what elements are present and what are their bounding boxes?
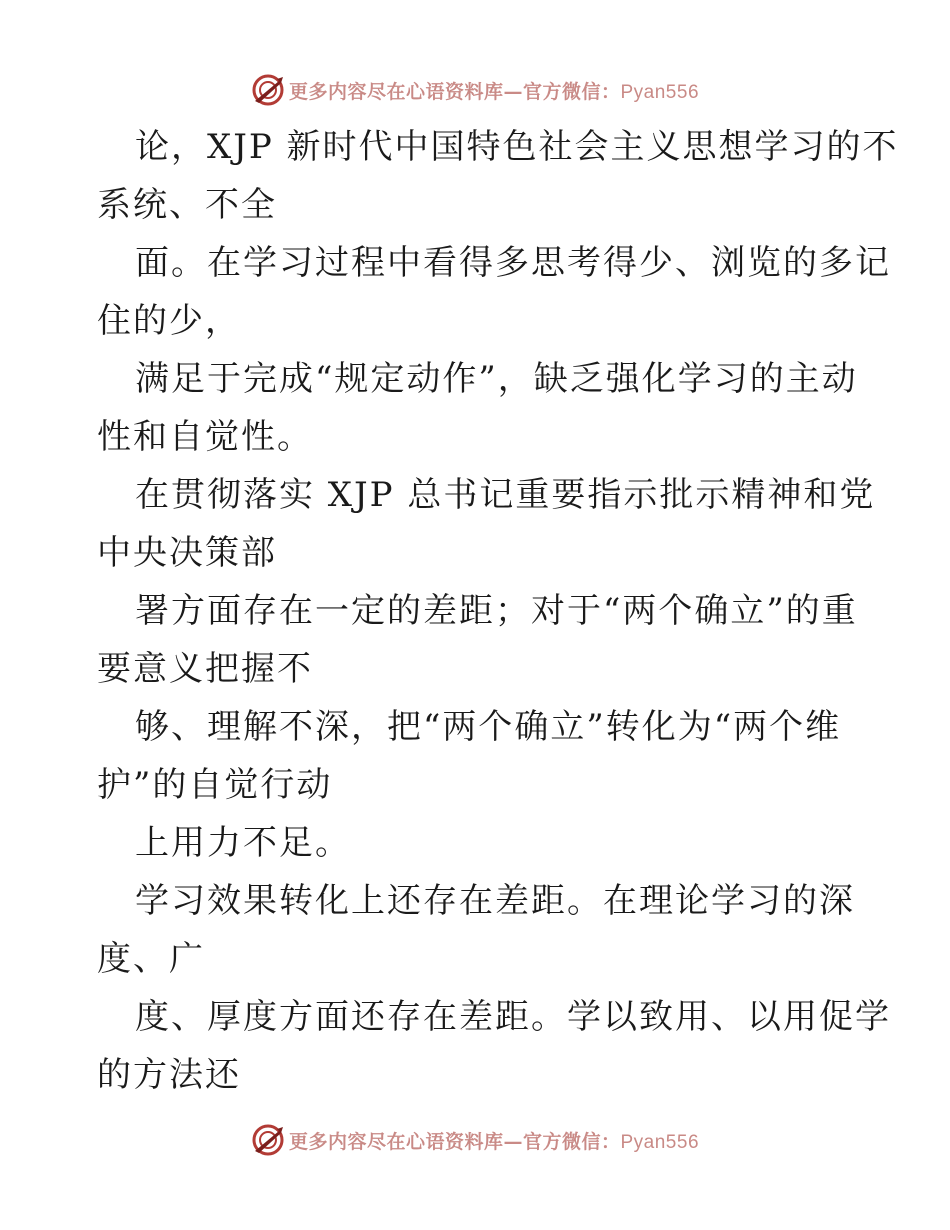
body-line: 在贯彻落实 XJP 总书记重要指示批示精神和党 — [135, 475, 876, 515]
body-line: 中央决策部 — [97, 533, 277, 573]
header-watermark-main: 更多内容尽在心语资料库—官方微信： — [288, 80, 621, 103]
body-line: 性和自觉性。 — [97, 417, 313, 457]
body-line: 住的少， — [97, 301, 241, 341]
body-line: 度、厚度方面还存在差距。学以致用、以用促学 — [135, 997, 891, 1037]
footer-watermark-banner — [0, 1120, 950, 1160]
header-watermark-text — [289, 77, 699, 104]
body-line: 够、理解不深，把“两个确立”转化为“两个维 — [135, 707, 842, 747]
footer-watermark-text — [289, 1127, 699, 1154]
brand-logo-icon — [251, 1123, 285, 1157]
body-line: 论，XJP 新时代中国特色社会主义思想学习的不 — [135, 127, 899, 167]
body-line: 要意义把握不 — [97, 649, 313, 689]
header-watermark-wechat: Pyan556 — [620, 81, 700, 103]
body-line: 护”的自觉行动 — [97, 765, 333, 805]
document-body — [97, 118, 899, 1104]
footer-watermark-main: 更多内容尽在心语资料库—官方微信： — [288, 1130, 621, 1153]
body-line: 学习效果转化上还存在差距。在理论学习的深 — [135, 881, 855, 921]
body-line: 满足于完成“规定动作”，缺乏强化学习的主动 — [135, 359, 858, 399]
brand-logo-icon — [251, 73, 285, 107]
body-line: 上用力不足。 — [135, 823, 351, 863]
body-line: 度、广 — [97, 939, 205, 979]
body-line: 面。在学习过程中看得多思考得少、浏览的多记 — [135, 243, 891, 283]
body-line: 的方法还 — [97, 1055, 241, 1095]
header-watermark-banner — [0, 70, 950, 110]
footer-watermark-wechat: Pyan556 — [620, 1131, 700, 1153]
body-line: 署方面存在一定的差距；对于“两个确立”的重 — [135, 591, 858, 631]
body-line: 系统、不全 — [97, 185, 277, 225]
